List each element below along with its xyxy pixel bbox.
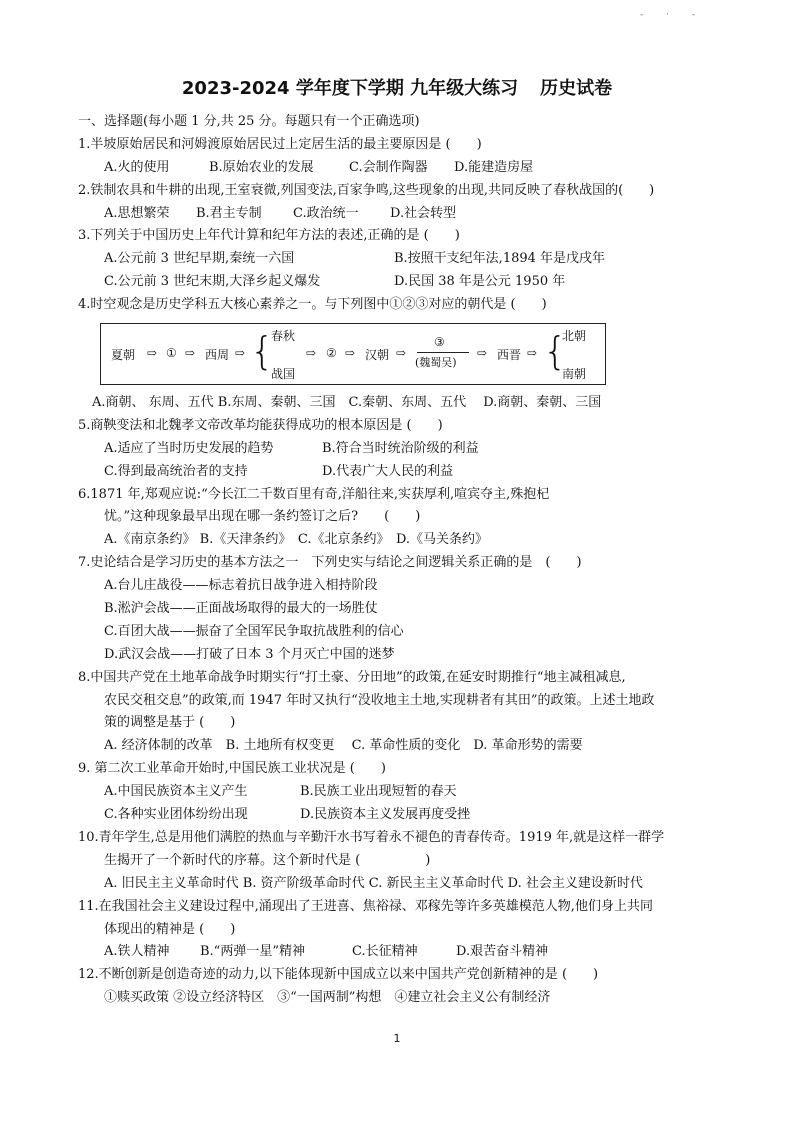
timeline-xia: 夏朝 — [111, 348, 136, 363]
option-c: C.得到最高统治者的支持 — [104, 463, 248, 479]
question-6-stem-line1: 6.1871 年,郑观应说:“今长江二千数百里有奇,洋船往来,实获厚利,喧宾夺主,殊抱杞 — [78, 486, 550, 502]
page-title — [0, 74, 794, 100]
option-b: B.君主专制 — [196, 205, 262, 221]
arrow-icon: ⇨ — [477, 346, 488, 361]
option-b: B.“两弹一星”精神 — [200, 944, 305, 960]
option-c: C.长征精神 — [352, 944, 418, 960]
section-heading: 一、选择题(每小题 1 分,共 25 分。每题只有一个正确选项) — [78, 114, 420, 129]
timeline-zhanguo: 战国 — [271, 367, 296, 382]
option-d: D.民国 38 年是公元 1950 年 — [394, 274, 566, 290]
option-a: A.中国民族资本主义产生 — [104, 784, 248, 800]
arrow-icon: ⇨ — [345, 346, 356, 361]
arrow-icon: ⇨ — [396, 346, 407, 361]
brace-icon: { — [543, 329, 568, 374]
arrow-icon: ⇨ — [527, 346, 538, 361]
question-11-stem-line2: 体现出的精神是 ( ) — [104, 921, 236, 937]
arrow-icon: ⇨ — [235, 346, 246, 361]
title-main: 2023-2024 学年度下学期 九年级大练习 — [181, 78, 519, 99]
question-9-options-cd — [78, 804, 728, 827]
option-b: B.原始农业的发展 — [209, 159, 314, 175]
corner-marks: - · - — [640, 10, 706, 20]
title-subject: 历史试卷 — [540, 78, 613, 99]
exam-content — [78, 111, 728, 1010]
question-11-options — [78, 941, 728, 964]
arrow-icon: ⇨ — [147, 346, 158, 361]
option-b: B.符合当时统治阶级的利益 — [322, 440, 479, 456]
option-a: A.铁人精神 — [104, 944, 170, 960]
question-6-stem-line2: 忧。”这种现象最早出现在哪一条约签订之后? ( ) — [104, 509, 421, 525]
question-10-stem-line2: 生揭开了一个新时代的序幕。这个新时代是 ( ) — [104, 852, 431, 868]
brace-icon: { — [250, 329, 275, 374]
option-a: A.公元前 3 世纪早期,秦统一六国 — [104, 251, 295, 267]
arrow-icon: ⇨ — [185, 346, 196, 361]
fraction-line — [417, 352, 469, 353]
option-d: D.民族资本主义发展再度受挫 — [300, 807, 471, 823]
question-3-options-cd — [78, 271, 728, 294]
question-10-stem-line1: 10.青年学生,总是用他们满腔的热血与辛勤汗水书写着永不褪色的青春传奇。1919 年,就是这样一群学 — [78, 829, 665, 845]
page-number: 1 — [393, 1032, 401, 1045]
option-a: A.台儿庄战役——标志着抗日战争进入相持阶段 — [104, 578, 378, 594]
question-5-options-cd — [78, 461, 728, 484]
option-d: D.社会转型 — [390, 205, 457, 221]
timeline-xijin: 西晋 — [497, 348, 522, 363]
option-a: A.适应了当时历史发展的趋势 — [104, 440, 274, 456]
question-9-stem: 9. 第二次工业革命开始时,中国民族工业状况是 ( ) — [78, 761, 386, 777]
question-2-stem: 2.铁制农具和牛耕的出现,王室衰微,列国变法,百家争鸣,这些现象的出现,共同反映了春秋战国的( ) — [78, 182, 655, 198]
question-11-stem-line1: 11.在我国社会主义建设过程中,涌现出了王进喜、焦裕禄、邓稼先等许多英雄模范人物,他们身上共同 — [78, 898, 653, 914]
question-12-stem: 12.不断创新是创造奇迹的动力,以下能体现新中国成立以来中国共产党创新精神的是 ( ) — [78, 967, 599, 983]
question-12-items: ①赎买政策 ②设立经济特区 ③“一国两制”构想 ④建立社会主义公有制经济 — [104, 990, 551, 1006]
option-c: C.政治统一 — [293, 205, 359, 221]
question-10-options: A. 旧民主主义革命时代 B. 资产阶级革命时代 C. 新民主主义革命时代 D. 社会主义建设新时代 — [104, 875, 643, 891]
option-b: B.民族工业出现短暂的春天 — [300, 784, 457, 800]
timeline-chunqiu: 春秋 — [271, 329, 296, 344]
option-c: C.会制作陶器 — [349, 159, 428, 175]
question-8-options: A. 经济体制的改革 B. 土地所有权变更 C. 革命性质的变化 D. 革命形势的需要 — [104, 738, 583, 754]
question-9-options-ab — [78, 781, 728, 804]
timeline-xizhou: 西周 — [205, 348, 230, 363]
option-b: B.按照干支纪年法,1894 年是戊戌年 — [394, 251, 606, 267]
option-d: D.能建造房屋 — [454, 159, 534, 175]
option-c: C.公元前 3 世纪末期,大泽乡起义爆发 — [104, 274, 321, 290]
timeline-nanchao: 南朝 — [562, 367, 587, 382]
question-5-options-ab — [78, 438, 728, 461]
timeline-blank-1: ① — [166, 346, 177, 361]
question-7-stem: 7.史论结合是学习历史的基本方法之一 下列史实与结论之间逻辑关系正确的是 ( ) — [78, 555, 582, 571]
question-8-stem-line1: 8.中国共产党在土地革命战争时期实行“打土豪、分田地”的政策,在延安时期推行“地主减租减息, — [78, 669, 626, 685]
question-4-options: A.商朝、 东周、五代 B.东周、秦朝、三国 C.秦朝、东周、五代 D.商朝、秦朝、三国 — [92, 395, 602, 411]
question-3-options-ab — [78, 248, 728, 271]
question-3-stem: 3.下列关于中国历史上年代计算和纪年方法的表述,正确的是 ( ) — [78, 228, 460, 244]
question-1-options — [78, 157, 728, 180]
option-b: B.淞沪会战——正面战场取得的最大的一场胜仗 — [104, 601, 378, 617]
option-c: C.百团大战——振奋了全国军民争取抗战胜利的信心 — [104, 623, 404, 639]
question-6-options: A.《南京条约》 B.《天津条约》 C.《北京条约》 D.《马关条约》 — [104, 532, 489, 548]
timeline-blank-3: ③ — [434, 335, 445, 350]
question-8-stem-line2: 农民交租交息”的政策,而 1947 年时又执行“没收地主土地,实现耕者有其田”的政策。上述土地政 — [104, 692, 655, 708]
timeline-weishuwu: (魏蜀吴) — [415, 356, 457, 370]
option-a: A.思想繁荣 — [104, 205, 170, 221]
option-a: A.火的使用 — [104, 159, 170, 175]
dynasty-timeline-diagram — [100, 323, 606, 385]
timeline-beichao: 北朝 — [562, 329, 587, 344]
question-2-options — [78, 203, 728, 226]
question-5-stem: 5.商鞅变法和北魏孝文帝改革均能获得成功的根本原因是 ( ) — [78, 417, 443, 433]
option-c: C.各种实业团体纷纷出现 — [104, 807, 248, 823]
question-4-stem: 4.时空观念是历史学科五大核心素养之一。与下列图中①②③对应的朝代是 ( ) — [78, 297, 547, 313]
question-1-stem: 1.半坡原始居民和河姆渡原始居民过上定居生活的最主要原因是 ( ) — [78, 136, 482, 152]
question-8-stem-line3: 策的调整是基于 ( ) — [104, 715, 236, 731]
option-d: D.代表广大人民的利益 — [322, 463, 454, 479]
option-d: D.艰苦奋斗精神 — [456, 944, 549, 960]
option-d: D.武汉会战——打破了日本 3 个月灭亡中国的迷梦 — [104, 646, 395, 662]
timeline-blank-2: ② — [326, 346, 337, 361]
timeline-han: 汉朝 — [365, 348, 390, 363]
arrow-icon: ⇨ — [306, 346, 317, 361]
